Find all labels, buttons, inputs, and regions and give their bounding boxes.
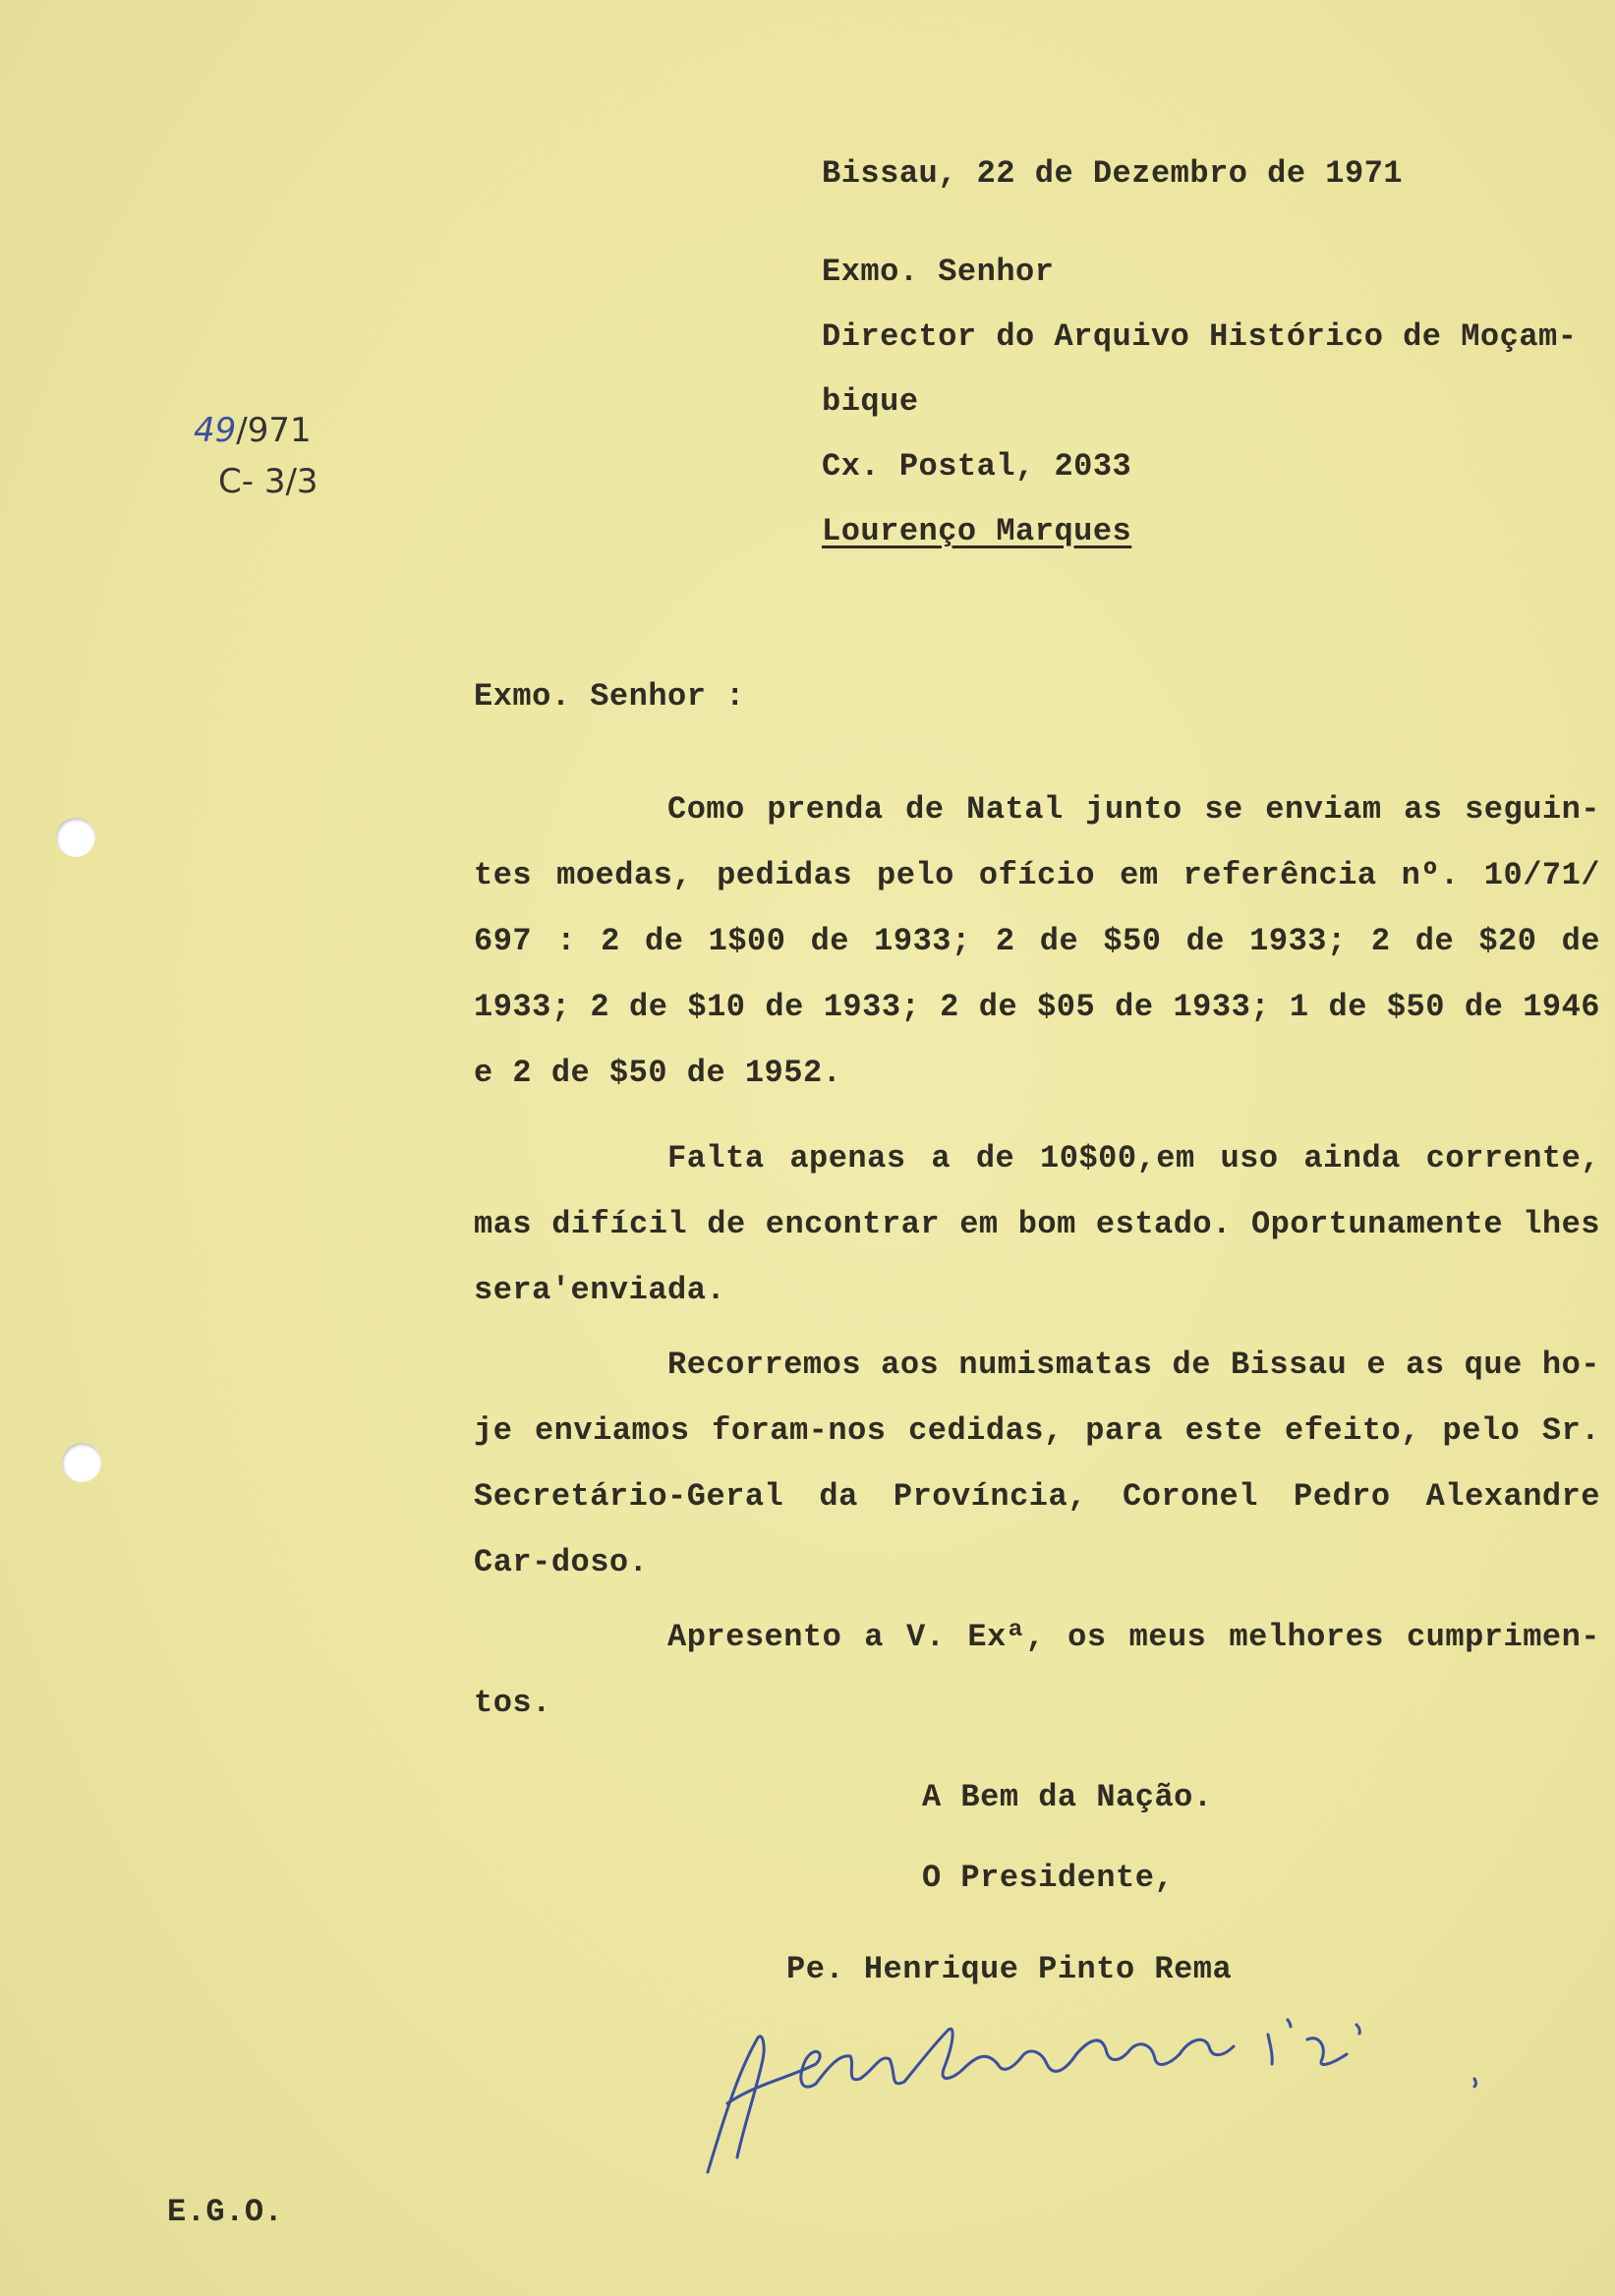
- paragraph-compliments: Apresento a V. Exª, os meus melhores cumprimen-tos.: [474, 1619, 1600, 1721]
- closing-motto: A Bem da Nação.: [922, 1779, 1213, 1815]
- closing-title: O Presidente,: [922, 1860, 1175, 1896]
- reference-number: [194, 411, 312, 450]
- handwritten-reference: 49: [194, 411, 237, 450]
- body-salutation: Exmo. Senhor :: [474, 678, 745, 715]
- place-date: Bissau, 22 de Dezembro de 1971: [822, 155, 1404, 192]
- handwritten-signature: [668, 1985, 1533, 2202]
- footer-initials: E.G.O.: [167, 2194, 284, 2230]
- recipient-line-2: bique: [822, 383, 919, 420]
- paragraph-numismatists: Recorremos aos numismatas de Bissau e as que ho-je enviamos foram-nos cedidas, para este efeito, pelo Sr. Secretário-Geral da Província, Coronel Pedro Alexandre Car-doso.: [474, 1347, 1600, 1580]
- reference-year: /971: [236, 411, 312, 450]
- recipient-line-1: Director do Arquivo Histórico de Moçam-: [822, 318, 1578, 355]
- paragraph-missing-coin: Falta apenas a de 10$00,em uso ainda corrente, mas difícil de encontrar em bom estado. Oportunamente lhes sera'enviada.: [474, 1140, 1600, 1308]
- recipient-city: Lourenço Marques: [822, 513, 1132, 549]
- recipient-address: Cx. Postal, 2033: [822, 448, 1132, 485]
- classification-code: C- 3/3: [218, 462, 318, 501]
- punch-hole-top: [56, 818, 95, 857]
- paragraph-coins-list: Como prenda de Natal junto se enviam as seguin-tes moedas, pedidas pelo ofício em referência nº. 10/71/ 697 : 2 de 1$00 de 1933; 2 de $50 de 1933; 2 de $20 de 1933; 2 de $10 de 1933; 2 de $05 de 1933; 1 de $50 de 1946 e 2 de $50 de 1952.: [474, 791, 1600, 1091]
- recipient-salutation: Exmo. Senhor: [822, 254, 1055, 290]
- punch-hole-bottom: [62, 1443, 101, 1482]
- signatory-name: Pe. Henrique Pinto Rema: [786, 1951, 1233, 1987]
